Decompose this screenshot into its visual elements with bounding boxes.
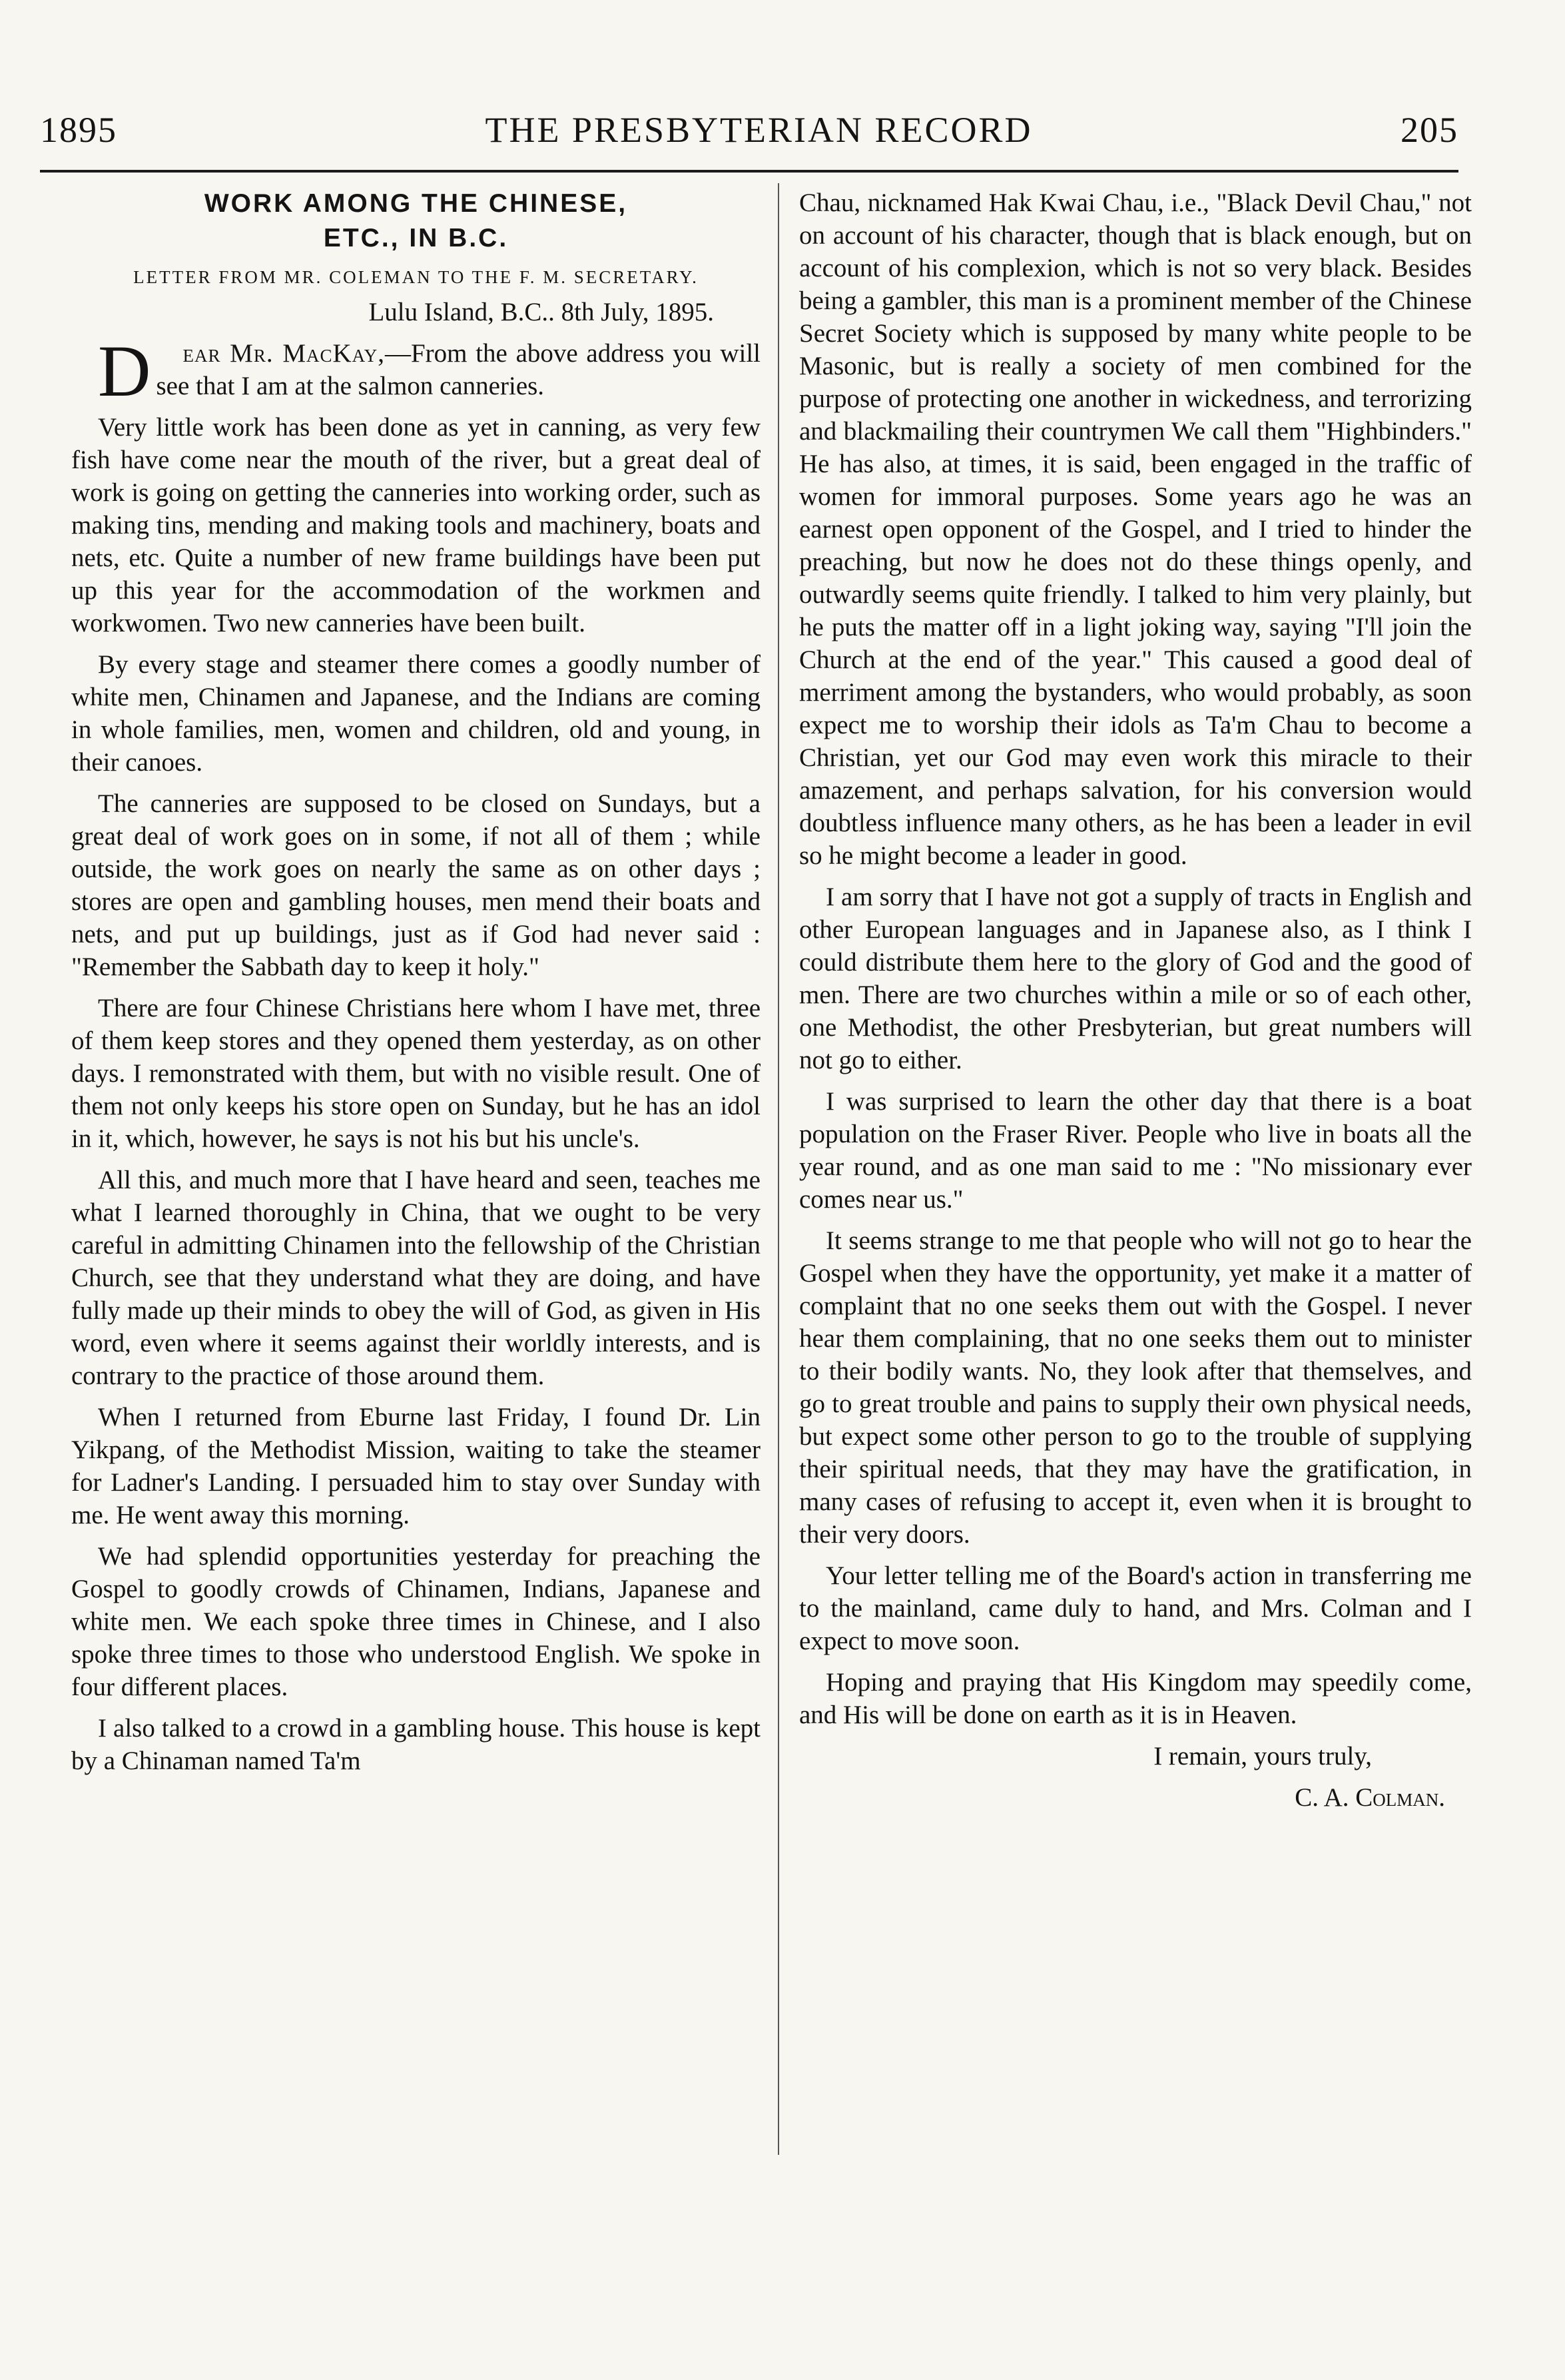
column-divider [778, 183, 779, 2155]
paragraph: It seems strange to me that people who will not go to hear the Gospel when they have the opportunity, yet make it a matter of complaint that no one seeks them out with the Gospel. I never hear them complaining, that no one seeks them out to minister to their bodily wants. No, they look after that themselves, and go to great trouble and pains to supply their own physical needs, but expect some other person to go to the trouble of supplying their spiritual needs, that they may have the gratification, in many cases of refusing to accept it, even when it is brought to their very doors. [799, 1226, 1472, 1549]
paragraph: By every stage and steamer there comes a goodly number of white men, Chinamen and Japanese, and the Indians are coming in whole families, men, women and children, old and young, in their canoes. [71, 650, 761, 777]
paragraph-continuation: Chau, nicknamed Hak Kwai Chau, i.e., "Black Devil Chau," not on account of his character, though that is black enough, but on account of his complexion, which is not so very black. Besides being a gambler, this man is a prominent member of the Chinese Secret Society which is supposed by many white people to be Masonic, but is really a society of men combined for the purpose of protecting one another in wickedness, and terrorizing and blackmailing their countrymen We call them "Highbinders." He has also, at times, it is said, been engaged in the traffic of women for immoral purposes. Some years ago he was an earnest open opponent of the Gospel, and I tried to hinder the preaching, but now he does not do these things openly, and outwardly seems quite friendly. I talked to him very plainly, but he puts the matter off in a light joking way, saying "I'll join the Church at the end of the year." This caused a good deal of merriment among the bystanders, who would probably, as soon expect me to worship their idols as Ta'm Chau to become a Christian, yet our God may even work this miracle to their amazement, and perhaps salvation, for his conversion would doubtless influence many others, as he has been a leader in evil so he might become a leader in good. [799, 189, 1472, 870]
paragraph: The canneries are supposed to be closed on Sundays, but a great deal of work goes on in some, if not all of them ; while outside, the work goes on nearly the same as on other days ; stores are open and gambling houses, men mend their boats and nets, and put up buildings, just as if God had never said : "Remember the Sabbath day to keep it holy." [71, 789, 761, 981]
closing: I remain, yours truly, [1153, 1742, 1372, 1771]
dateline: Lulu Island, B.C.. 8th July, 1895. [368, 298, 714, 326]
left-column [71, 187, 761, 1786]
paragraph: Very little work has been done as yet in canning, as very few fish have come near the mouth of the river, but a great deal of work is going on getting the canneries into working order, such as making tins, mending and making tools and machinery, boats and nets, etc. Quite a number of new frame buildings have been put up this year for the accommodation of the workmen and workwomen. Two new canneries have been built. [71, 413, 761, 637]
paragraph: I also talked to a crowd in a gambling house. This house is kept by a Chinaman named Ta'm [71, 1714, 761, 1775]
paragraph: All this, and much more that I have heard and seen, teaches me what I learned thoroughly in China, that we ought to be very careful in admitting Chinamen into the fellowship of the Christian Church, see that they understand what they are doing, and have fully made up their minds to obey the will of God, as given in His word, even where it seems against their worldly interests, and is contrary to the practice of those around them. [71, 1166, 761, 1390]
article-title-line-2: ETC., IN B.C. [323, 224, 509, 252]
drop-cap: D [98, 330, 151, 412]
right-column [799, 187, 1472, 1822]
signature: C. A. Colman. [1295, 1783, 1445, 1812]
salutation-name: ear Mr. MacKay, [182, 339, 385, 368]
page-header [40, 100, 1458, 160]
letter-from-line: LETTER FROM MR. COLEMAN TO THE F. M. SECRETARY. [133, 267, 699, 287]
header-year: 1895 [40, 110, 117, 150]
salutation-paragraph [71, 330, 761, 412]
paragraph: Your letter telling me of the Board's action in transferring me to the mainland, came duly to hand, and Mrs. Colman and I expect to move soon. [799, 1561, 1472, 1655]
paragraph: I was surprised to learn the other day that there is a boat population on the Fraser River. People who live in boats all the year round, and as one man said to me : "No missionary ever comes near us." [799, 1087, 1472, 1214]
salutation-text: —From the above address you will see that I am at the salmon canneries. [156, 339, 761, 400]
page-number: 205 [1400, 110, 1458, 150]
header-rule [40, 170, 1458, 173]
paragraph: Hoping and praying that His Kingdom may speedily come, and His will be done on earth as it is in Heaven. [799, 1668, 1472, 1729]
paragraph: I am sorry that I have not got a supply of tracts in English and other European languages and in Japanese also, as I think I could distribute them here to the glory of God and the good of men. There are two churches within a mile or so of each other, one Methodist, the other Presbyterian, but great numbers will not go to either. [799, 883, 1472, 1074]
article-title [71, 187, 761, 256]
paragraph: When I returned from Eburne last Friday, I found Dr. Lin Yikpang, of the Methodist Mission, waiting to take the steamer for Ladner's Landing. I persuaded him to stay over Sunday with me. He went away this morning. [71, 1403, 761, 1529]
article-title-line-1: WORK AMONG THE CHINESE, [204, 189, 628, 218]
paragraph: There are four Chinese Christians here whom I have met, three of them keep stores and they opened them yesterday, as on other days. I remonstrated with them, but with no visible result. One of them not only keeps his store open on Sunday, but he has an idol in it, which, however, he says is not his but his uncle's. [71, 994, 761, 1153]
paragraph: We had splendid opportunities yesterday for preaching the Gospel to goodly crowds of Chinamen, Indians, Japanese and white men. We each spoke three times in Chinese, and I also spoke three times to those who understood English. We spoke in four different places. [71, 1542, 761, 1701]
publication-title: THE PRESBYTERIAN RECORD [485, 110, 1033, 150]
